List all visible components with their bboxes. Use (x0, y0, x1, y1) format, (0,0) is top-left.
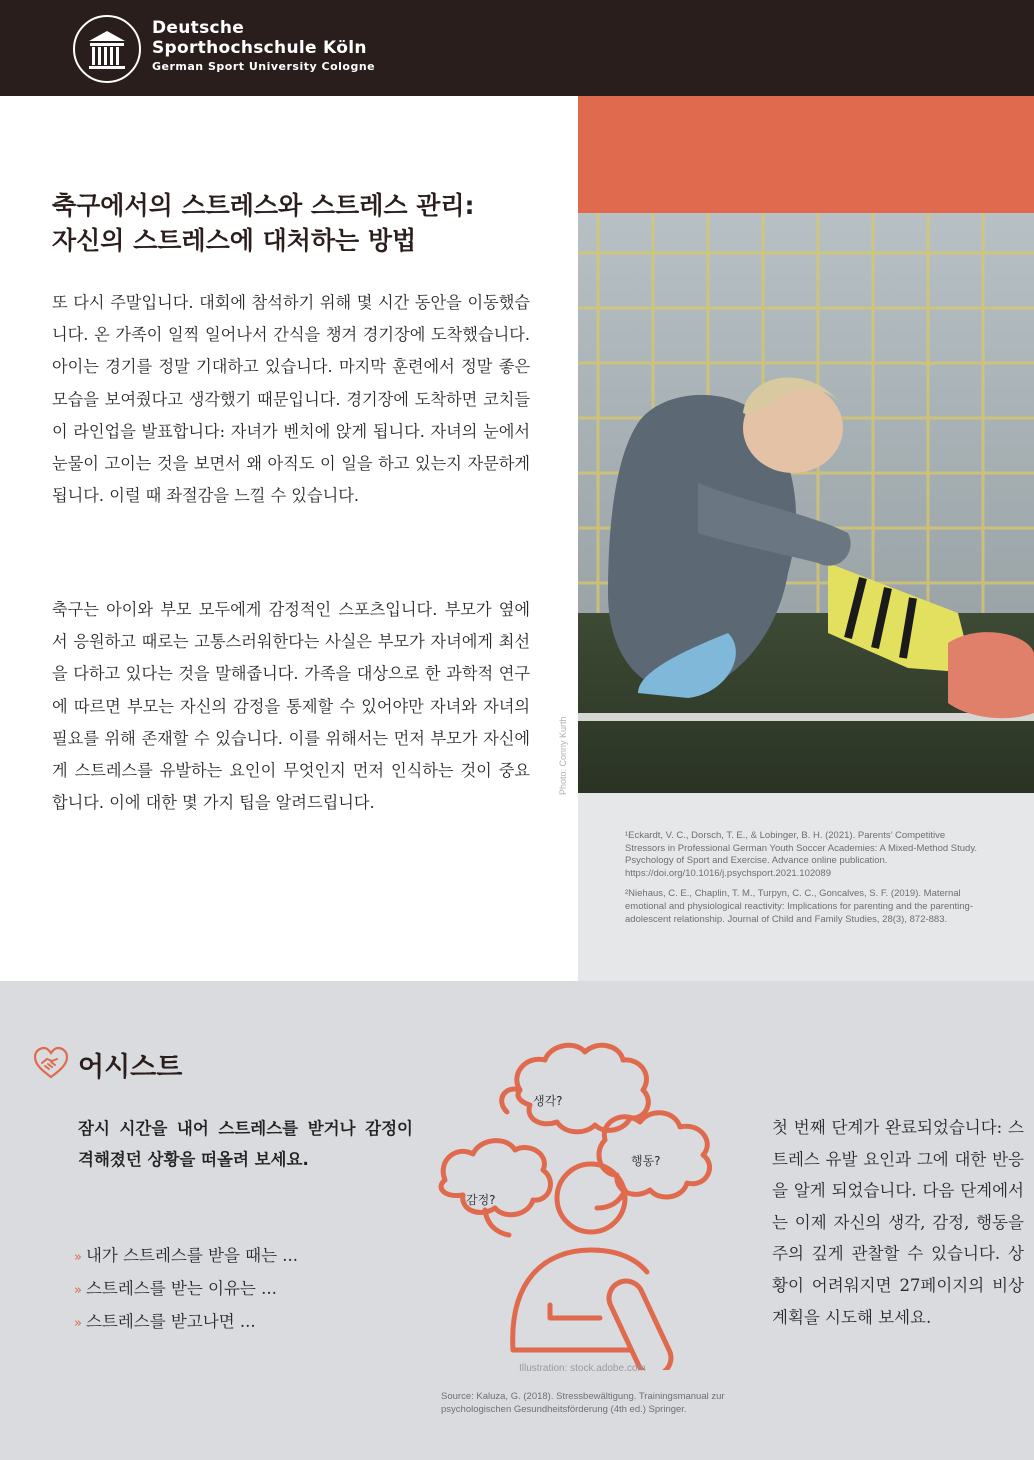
source-citation: Source: Kaluza, G. (2018). Stressbewältigung. Trainingsmanual zur psychologischen Gesundheitsförderung (4th ed.) Springer. (441, 1391, 725, 1415)
bullet-marker: » (74, 1316, 82, 1331)
bullet-text: 스트레스를 받는 이유는 ... (85, 1279, 277, 1298)
next-step-text: 첫 번째 단계가 완료되었습니다: 스트레스 유발 요인과 그에 대한 반응을 알게 되었습니다. 다음 단계에서는 이제 자신의 생각, 감정, 행동을 주의 깊게 관찰할 수 있습니다. 상황이 어려워지면 27페이지의 비상 계획을 시도해 보세요. (772, 1118, 1024, 1327)
references (625, 830, 985, 934)
emotion-label: 감정? (466, 1193, 496, 1207)
assist-bullets (74, 1240, 298, 1339)
title-line-2: 자신의 스트레스에 대처하는 방법 (52, 226, 417, 255)
institution-line-1: Deutsche (152, 18, 245, 38)
reference-2: ²Niehaus, C. E., Chaplin, T. M., Turpyn, C. C., Goncalves, S. F. (2019). Maternal emotional and physiological reactivity: Implications for parenting and the parenting-adolescent relationship. Journal of Child and Family Studies, 28(3), 872-883. (625, 888, 974, 925)
thought-label: 생각? (533, 1094, 563, 1108)
university-columns-icon (75, 17, 139, 81)
assist-prompt: 잠시 시간을 내어 스트레스를 받거나 감정이 격해졌던 상황을 떠올려 보세요. (78, 1119, 413, 1169)
illustration-credit: Illustration: stock.adobe.com (519, 1363, 646, 1374)
photo-credit: Photo: Conny Kurth (558, 716, 568, 795)
bullet-marker: » (74, 1250, 82, 1265)
assist-title: 어시스트 (78, 1052, 183, 1083)
article-paragraph-2: 축구는 아이와 부모 모두에게 감정적인 스포츠입니다. 부모가 옆에서 응원하고 때로는 고통스러워한다는 사실은 부모가 자녀에게 최선을 다하고 있다는 것을 말해줍니다. 가족을 대상으로 한 과학적 연구에 따르면 부모는 자신의 감정을 통제할 수 있어야만 자녀와 자녀의 필요를 위해 존재할 수 있습니다. 이를 위해서는 먼저 부모가 자신에게 스트레스를 유발하는 요인이 무엇인지 먼저 인식하는 것이 중요합니다. 이에 대한 몇 가지 팁을 알려드립니다. (52, 600, 530, 813)
bullet-text: 스트레스를 받고나면 ... (85, 1312, 256, 1331)
reference-1: ¹Eckardt, V. C., Dorsch, T. E., & Lobinger, B. H. (2021). Parents’ Competitive Stressors in Professional German Youth Soccer Academies: A Mixed-Method Study. Psychology of Sport and Exercise. Advance online publication. https://doi.org/10.1016/j.psychsport.2021.102089 (625, 830, 978, 879)
bullet-text: 내가 스트레스를 받을 때는 ... (85, 1246, 299, 1265)
list-item (74, 1240, 298, 1273)
article-paragraph-1: 또 다시 주말입니다. 대회에 참석하기 위해 몇 시간 동안을 이동했습니다. 온 가족이 일찍 일어나서 간식을 챙겨 경기장에 도착했습니다. 아이는 경기를 정말 기대하고 있습니다. 마지막 훈련에서 정말 좋은 모습을 보여줬다고 생각했기 때문입니다. 경기장에 도착하면 코치들이 라인업을 발표합니다: 자녀가 벤치에 앉게 됩니다. 자녀의 눈에서 눈물이 고이는 것을 보면서 왜 아직도 이 일을 하고 있는지 자문하게 됩니다. 이럴 때 좌절감을 느낄 수 있습니다. (52, 293, 530, 506)
list-item (74, 1273, 298, 1306)
page-header (0, 0, 1034, 96)
institution-line-3: German Sport University Cologne (152, 60, 376, 73)
bullet-marker: » (74, 1283, 82, 1298)
university-logo (73, 15, 141, 83)
list-item (74, 1306, 298, 1339)
institution-line-2: Sporthochschule Köln (152, 38, 367, 58)
player-photo (578, 213, 1034, 793)
accent-block (578, 96, 1034, 213)
institution-name (152, 18, 375, 76)
title-line-1: 축구에서의 스트레스와 스트레스 관리: (52, 191, 475, 220)
article-title (52, 188, 552, 258)
handshake-heart-icon (33, 1046, 69, 1080)
action-label: 행동? (631, 1154, 661, 1168)
